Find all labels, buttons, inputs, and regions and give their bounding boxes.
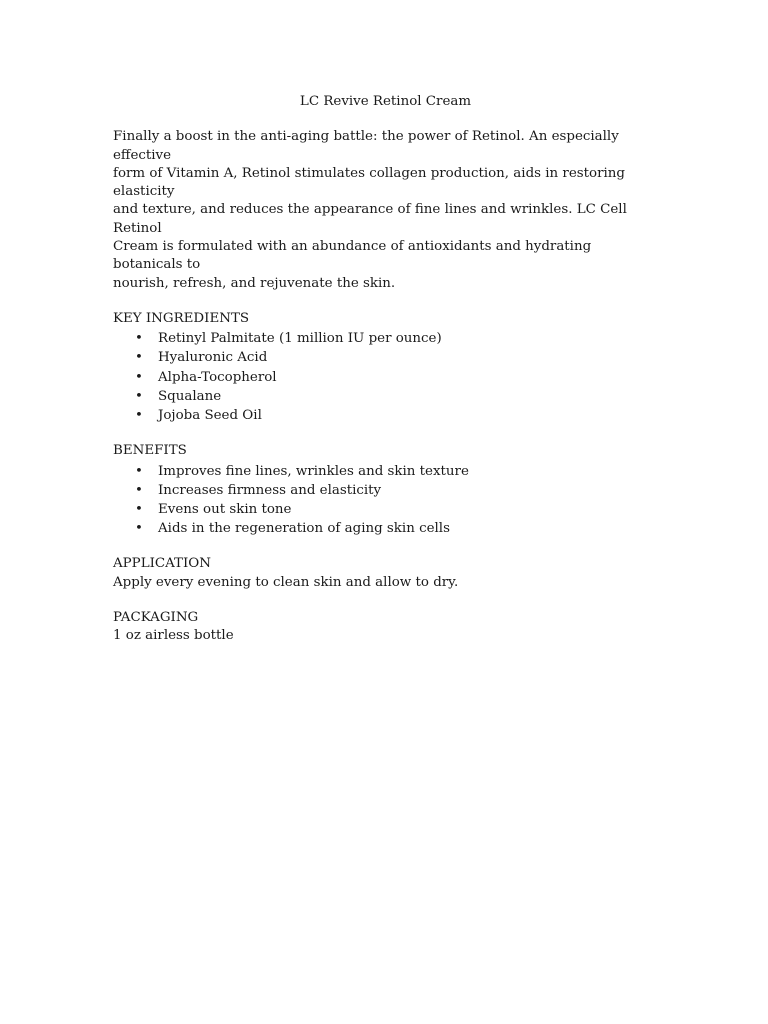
intro-line: Cream is formulated with an abundance of antioxidants and hydrating botanicals to [113, 239, 592, 273]
intro-paragraph [113, 128, 658, 293]
key-ingredients-heading: KEY INGREDIENTS [113, 310, 250, 326]
list-item [113, 406, 658, 425]
list-item [113, 368, 658, 387]
list-item [113, 481, 658, 500]
intro-line: form of Vitamin A, Retinol stimulates collagen production, aids in restoring elasticity [113, 165, 625, 200]
bullet-icon: • [135, 331, 143, 347]
list-item-text: Increases firmness and elasticity [158, 482, 382, 498]
list-item [113, 387, 658, 406]
bullet-icon: • [135, 369, 143, 385]
list-item-text: Aids in the regeneration of aging skin cells [158, 521, 450, 537]
application-text: Apply every evening to clean skin and allow to dry. [113, 574, 459, 590]
bullet-icon: • [135, 408, 143, 424]
intro-line: nourish, refresh, and rejuvenate the skin. [113, 275, 396, 291]
document-content [113, 93, 658, 663]
bullet-icon: • [135, 350, 143, 366]
list-item-text: Improves fine lines, wrinkles and skin texture [158, 463, 469, 479]
bullet-icon: • [135, 482, 143, 498]
document-title: LC Revive Retinol Cream [299, 94, 472, 109]
benefits-list [113, 462, 658, 539]
list-item [113, 500, 658, 519]
bullet-icon: • [135, 388, 143, 404]
list-item-text: Evens out skin tone [158, 501, 292, 517]
list-item [113, 348, 658, 367]
intro-line: and texture, and reduces the appearance of fine lines and wrinkles. LC Cell Retinol [113, 202, 627, 236]
list-item-text: Retinyl Palmitate (1 million IU per ounce) [158, 331, 442, 347]
application-heading: APPLICATION [113, 556, 211, 572]
packaging-heading: PACKAGING [113, 609, 199, 625]
list-item [113, 519, 658, 538]
list-item-text: Alpha-Tocopherol [158, 369, 277, 385]
list-item-text: Squalane [158, 388, 222, 404]
list-item-text: Jojoba Seed Oil [158, 408, 262, 424]
list-item-text: Hyaluronic Acid [158, 350, 268, 366]
list-item [113, 329, 658, 348]
intro-line: Finally a boost in the anti-aging battle: the power of Retinol. An especially effective [113, 129, 619, 163]
bullet-icon: • [135, 463, 143, 479]
benefits-heading: BENEFITS [113, 443, 187, 459]
list-item [113, 462, 658, 481]
key-ingredients-list [113, 329, 658, 425]
bullet-icon: • [135, 501, 143, 517]
bullet-icon: • [135, 521, 143, 537]
packaging-text: 1 oz airless bottle [113, 628, 234, 644]
